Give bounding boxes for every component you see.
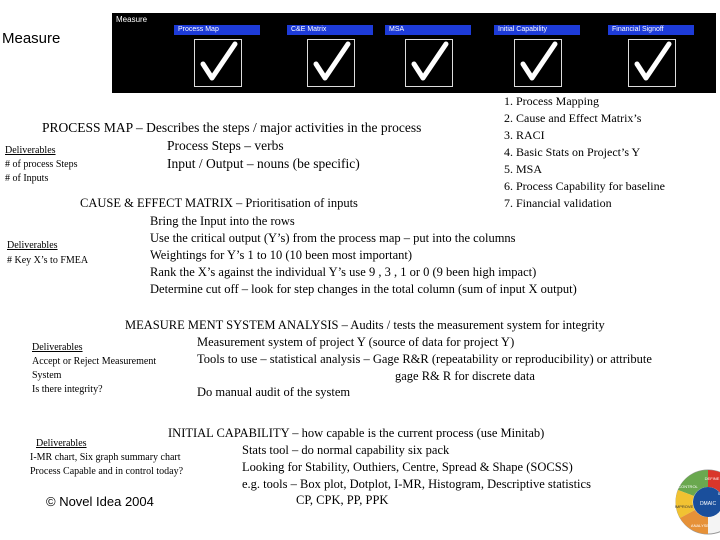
step-label: C&E Matrix: [291, 26, 327, 33]
capability-line: e.g. tools – Box plot, Dotplot, I-MR, Histogram, Descriptive statistics: [242, 477, 591, 491]
checkmark-icon: [307, 39, 355, 87]
list-item: 4. Basic Stats on Project’s Y: [504, 145, 641, 159]
msa-heading: MEASURE MENT SYSTEM ANALYSIS – Audits / tests the measurement system for integrity: [125, 318, 605, 332]
banner-label: Measure: [116, 15, 148, 24]
capability-heading: INITIAL CAPABILITY – how capable is the current process (use Minitab): [168, 426, 545, 440]
page-title: Measure: [2, 30, 61, 47]
process-map-deliverables: Deliverables # of process Steps # of Inputs: [5, 145, 78, 184]
msa-line: Tools to use – statistical analysis – Gage R&R (repeatability or reproducibility) or attribute: [197, 352, 652, 366]
process-map-line: Process Steps – verbs: [167, 138, 284, 153]
cause-effect-heading: CAUSE & EFFECT MATRIX – Prioritisation of inputs: [80, 196, 358, 210]
msa-line: Do manual audit of the system: [197, 385, 351, 399]
msa-line: Measurement system of project Y (source of data for project Y): [197, 335, 515, 349]
logo-improve-text: IMPROVE: [674, 504, 694, 509]
checkmark-icon: [628, 39, 676, 87]
step-label: Financial Signoff: [612, 26, 664, 33]
step-process-map: [174, 25, 260, 89]
cause-effect-lines: Bring the Input into the rows Use the critical output (Y’s) from the process map – put into the columns Weightings for Y’s 1 to 10 (10 been most important) Rank the X’s against the individual Y’s use 9 , 3 , 1 or 0 (9 been high impact) Determine cut off – look for step changes in the total column (sum of input X output): [150, 214, 577, 296]
copyright: © Novel Idea 2004: [46, 494, 154, 509]
capability-line: Stats tool – do normal capability six pack: [242, 443, 450, 457]
list-item: 5. MSA: [504, 162, 543, 176]
msa-deliverables: Deliverables Accept or Reject Measurement System Is there integrity?: [32, 342, 157, 395]
step-msa: [385, 25, 471, 89]
step-ce-matrix: [287, 25, 373, 89]
capability-line: CP, CPK, PP, PPK: [296, 493, 389, 507]
list-item: 2. Cause and Effect Matrix’s: [504, 111, 642, 125]
step-label: Initial Capability: [498, 26, 548, 33]
step-label: MSA: [389, 26, 405, 33]
logo-analyse-text: ANALYSE: [690, 523, 710, 528]
list-item: 7. Financial validation: [504, 196, 612, 210]
logo-center-text: DMAIC: [699, 501, 717, 507]
checkmark-icon: [194, 39, 242, 87]
step-initial-capability: [494, 25, 580, 89]
list-item: 6. Process Capability for baseline: [504, 179, 665, 193]
dmaic-logo: [670, 460, 720, 540]
step-financial-signoff: [608, 25, 694, 89]
capability-line: Looking for Stability, Outhiers, Centre, Spread & Shape (SOCSS): [242, 460, 573, 474]
step-label: Process Map: [178, 26, 219, 33]
progress-banner: [112, 13, 716, 93]
checkmark-icon: [514, 39, 562, 87]
capability-deliverables: Deliverables I-MR chart, Six graph summary chart Process Capable and in control today?: [30, 438, 184, 477]
steps-list: [504, 93, 665, 212]
list-item: 3. RACI: [504, 128, 545, 142]
cause-effect-deliverables: Deliverables # Key X’s to FMEA: [7, 240, 89, 266]
logo-control-text: CONTROL: [678, 484, 698, 489]
process-map-line: Input / Output – nouns (be specific): [167, 156, 360, 171]
list-item: 1. Process Mapping: [504, 94, 599, 108]
logo-define-text: DEFINE: [704, 476, 720, 481]
msa-line: gage R& R for discrete data: [395, 369, 535, 383]
checkmark-icon: [405, 39, 453, 87]
process-map-heading: PROCESS MAP – Describes the steps / major activities in the process: [42, 120, 422, 135]
